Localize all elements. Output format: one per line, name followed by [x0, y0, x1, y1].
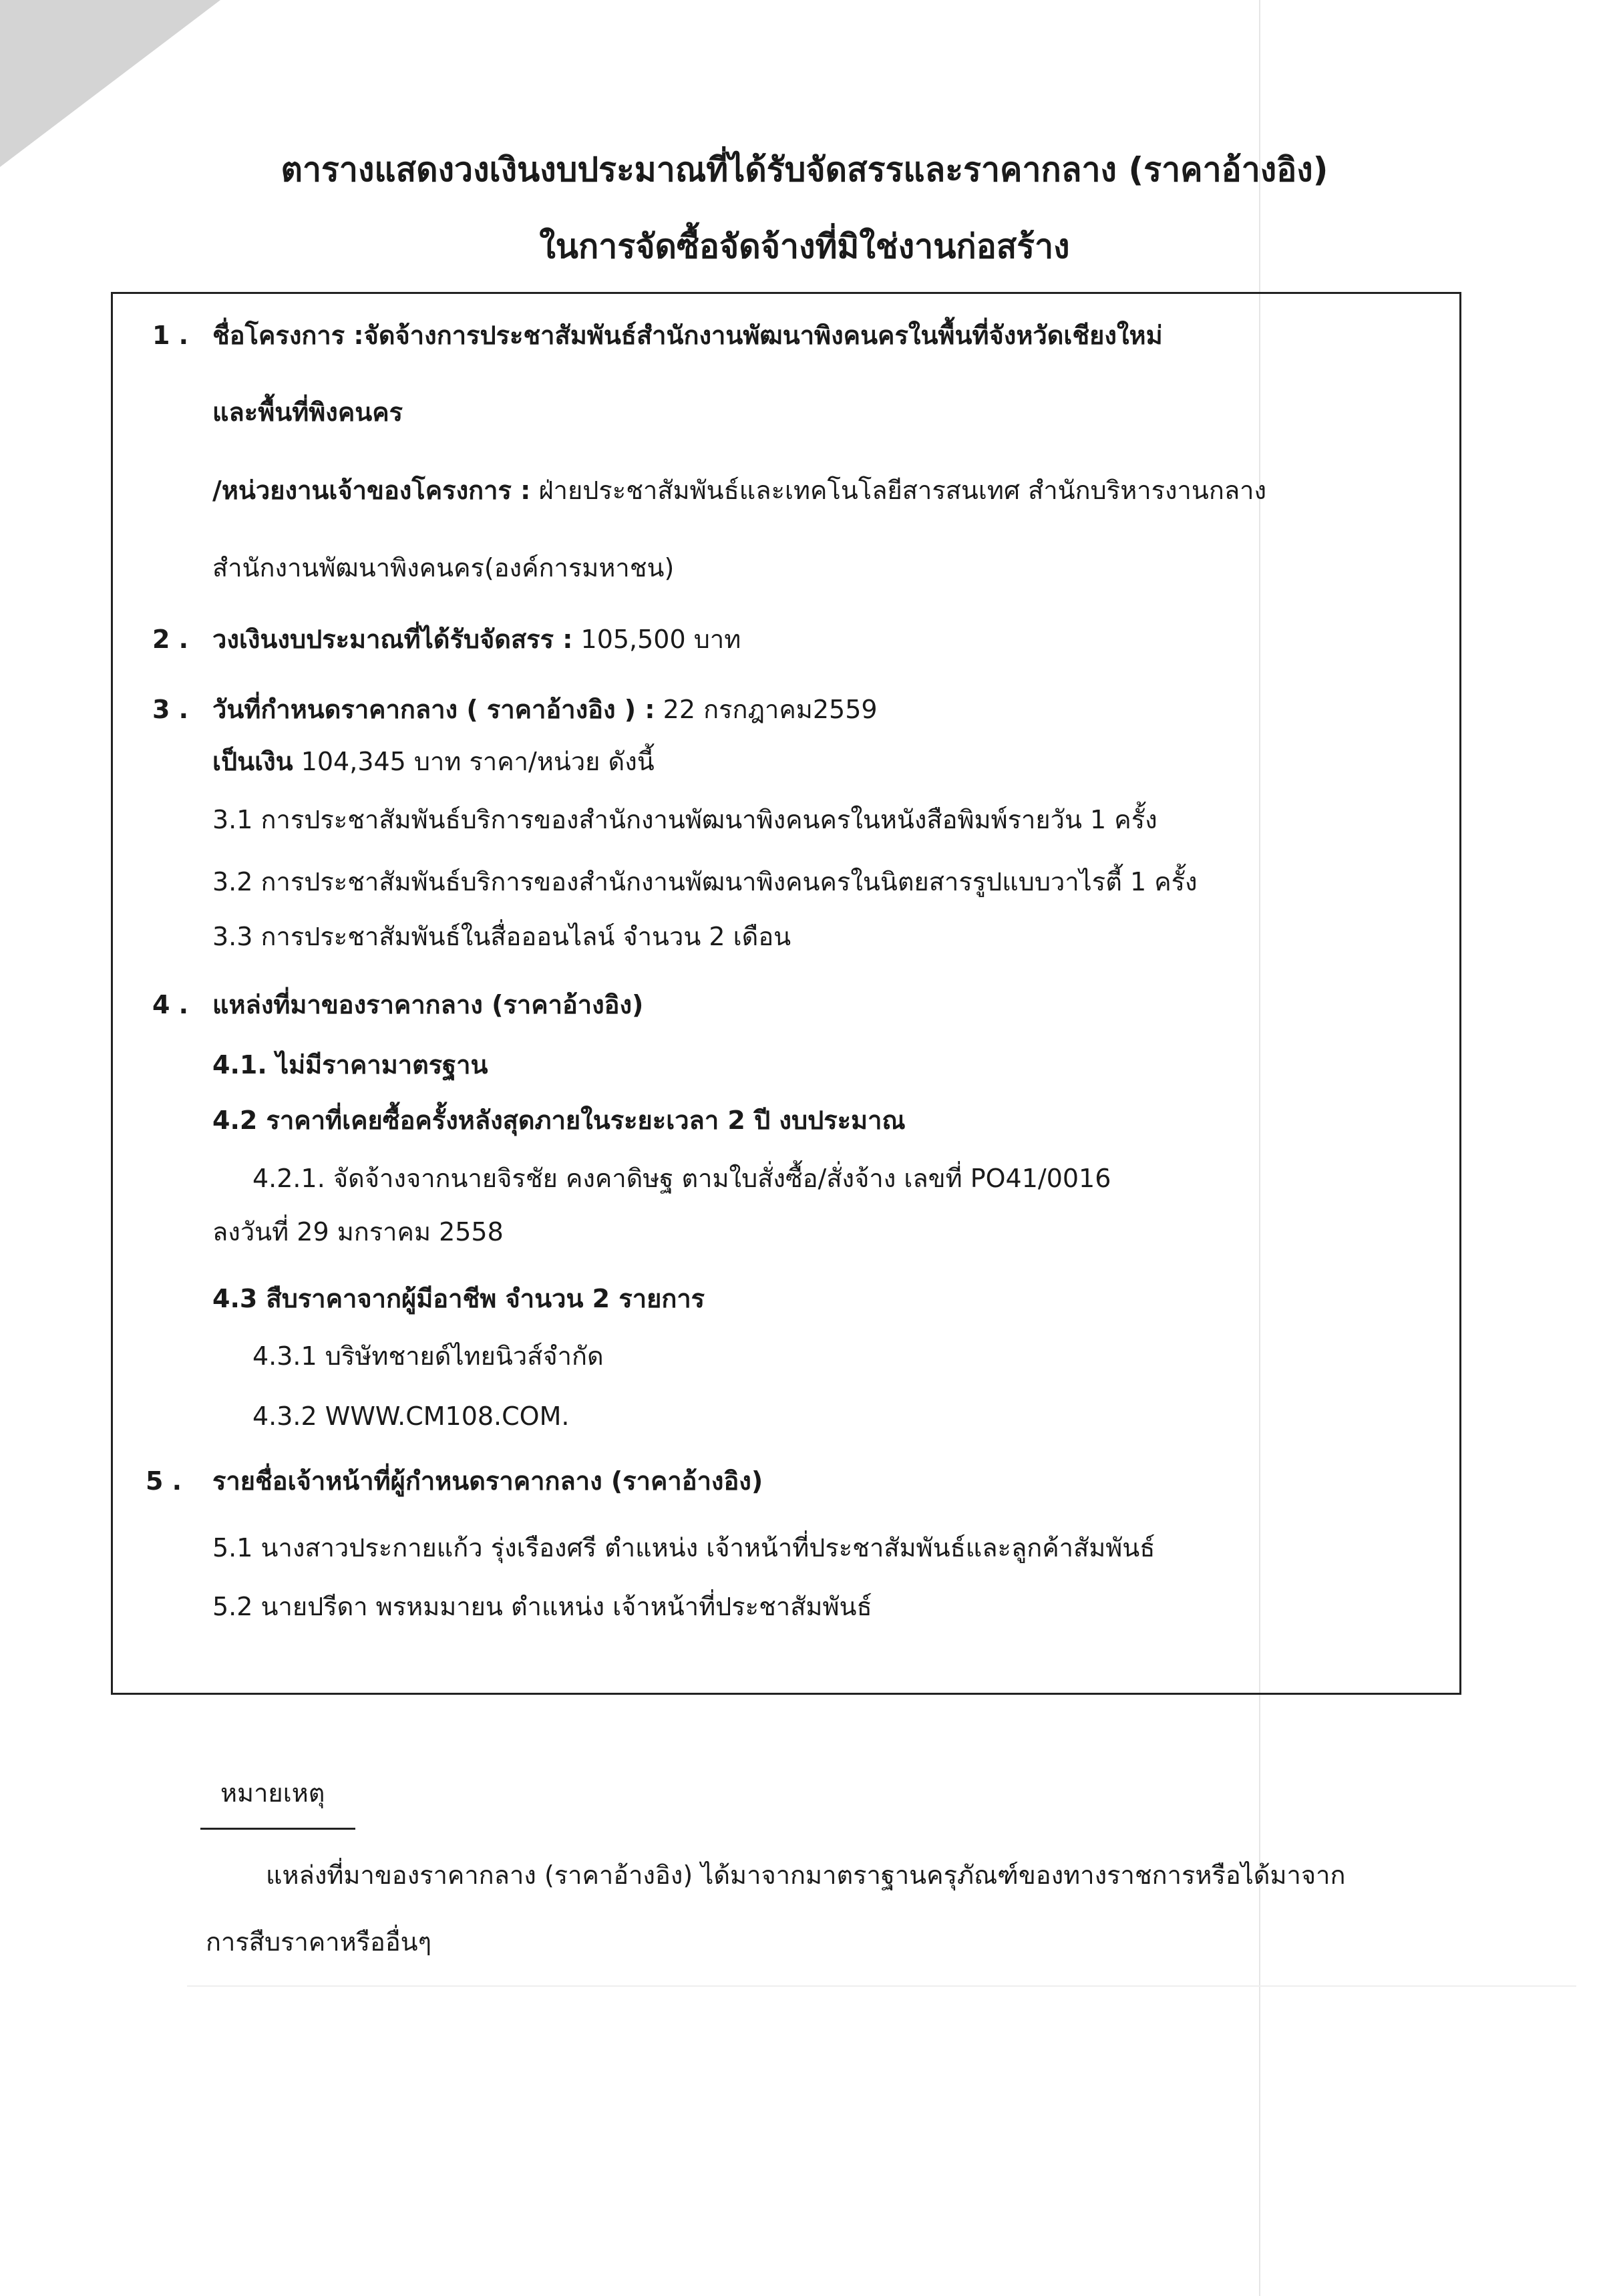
price-source-4-2-1-line1: 4.2.1. จัดจ้างจากนายจิรชัย คงคาดิษฐ ตามใบสั่งซื้อ/สั่งจ้าง เลขที่ PO41/0016: [252, 1164, 1111, 1193]
remark-heading: หมายเหตุ: [220, 1778, 325, 1808]
remark-line1: แหล่งที่มาของราคากลาง (ราคาอ้างอิง) ได้มาจากมาตราฐานครุภัณฑ์ของทางราชการหรือได้มาจาก: [266, 1860, 1346, 1890]
price-source-sub-4-2: 4.2 ราคาที่เคยซื้อครั้งหลังสุดภายในระยะเวลา 2 ปี งบประมาณ: [212, 1106, 906, 1135]
project-name-value-line2: และพื้นที่พิงคนคร: [212, 397, 403, 427]
section-3-number: 3 .: [152, 695, 189, 724]
officers-heading: รายชื่อเจ้าหน้าที่ผู้กำหนดราคากลาง (ราคาอ้างอิง): [212, 1466, 763, 1496]
price-source-sub-4-1: 4.1. ไม่มีราคามาตรฐาน: [212, 1050, 488, 1080]
section-5-number: 5 .: [146, 1466, 182, 1496]
officer-item: 5.1 นางสาวประกายแก้ว รุ่งเรืองศรี ตำแหน่ง เจ้าหน้าที่ประชาสัมพันธ์และลูกค้าสัมพันธ์: [212, 1533, 1155, 1563]
owner-unit-value: ฝ่ายประชาสัมพันธ์และเทคโนโลยีสารสนเทศ สำนักบริหารงานกลาง: [538, 476, 1267, 505]
section-3-item: 3.1 การประชาสัมพันธ์บริการของสำนักงานพัฒนาพิงคนครในหนังสือพิมพ์รายวัน 1 ครั้ง: [212, 805, 1157, 834]
owner-unit-line: [212, 476, 1266, 506]
section-3-item: 3.3 การประชาสัมพันธ์ในสื่อออนไลน์ จำนวน 2 เดือน: [212, 922, 791, 951]
owner-unit-line2: สำนักงานพัฒนาพิงคนคร(องค์การมหาชน): [212, 553, 675, 583]
reference-date-line: [212, 695, 878, 725]
reference-amount-label: เป็นเงิน: [212, 747, 293, 776]
officer-item: 5.2 นายปรีดา พรหมมายน ตำแหน่ง เจ้าหน้าที่ประชาสัมพันธ์: [212, 1592, 872, 1621]
section-3-item: 3.2 การประชาสัมพันธ์บริการของสำนักงานพัฒนาพิงคนครในนิตยสารรูปแบบวาไรตี้ 1 ครั้ง: [212, 867, 1198, 896]
reference-amount-line: [212, 747, 655, 778]
owner-unit-label: /หน่วยงานเจ้าของโครงการ :: [212, 476, 531, 505]
section-1-number: 1 .: [152, 321, 189, 350]
remark-underline: [200, 1828, 355, 1830]
section-2-number: 2 .: [152, 625, 189, 654]
price-source-sub-4-3: 4.3 สืบราคาจากผู้มีอาชีพ จำนวน 2 รายการ: [212, 1284, 705, 1313]
remark-line2: การสืบราคาหรืออื่นๆ: [206, 1927, 432, 1957]
section-4-number: 4 .: [152, 990, 189, 1019]
budget-label: วงเงินงบประมาณที่ได้รับจัดสรร :: [212, 625, 573, 654]
reference-date-value: 22 กรกฎาคม2559: [663, 695, 878, 724]
project-name-label: ชื่อโครงการ :: [212, 321, 364, 350]
budget-line: [212, 625, 741, 655]
reference-date-label: วันที่กำหนดราคากลาง ( ราคาอ้างอิง ) :: [212, 695, 655, 724]
price-source-4-3-item: 4.3.1 บริษัทชายด์ไทยนิวส์จำกัด: [252, 1341, 604, 1371]
price-source-4-2-1-line2: ลงวันที่ 29 มกราคม 2558: [212, 1217, 504, 1247]
page-fold-shadow: [0, 0, 220, 167]
price-source-heading: แหล่งที่มาของราคากลาง (ราคาอ้างอิง): [212, 990, 644, 1019]
budget-value: 105,500 บาท: [580, 625, 741, 654]
document-title-line1: ตารางแสดงวงเงินงบประมาณที่ได้รับจัดสรรและราคากลาง (ราคาอ้างอิง): [281, 150, 1328, 189]
document-title-line2: ในการจัดซื้อจัดจ้างที่มิใช่งานก่อสร้าง: [539, 227, 1070, 266]
scan-artifact-rule: [187, 1985, 1576, 1987]
reference-amount-value: 104,345 บาท ราคา/หน่วย ดังนี้: [301, 747, 655, 776]
project-name-value: จัดจ้างการประชาสัมพันธ์สำนักงานพัฒนาพิงคนครในพื้นที่จังหวัดเชียงใหม่: [363, 321, 1163, 350]
price-source-4-3-item: 4.3.2 WWW.CM108.COM.: [252, 1402, 570, 1431]
section-1-line1: [212, 321, 1163, 351]
